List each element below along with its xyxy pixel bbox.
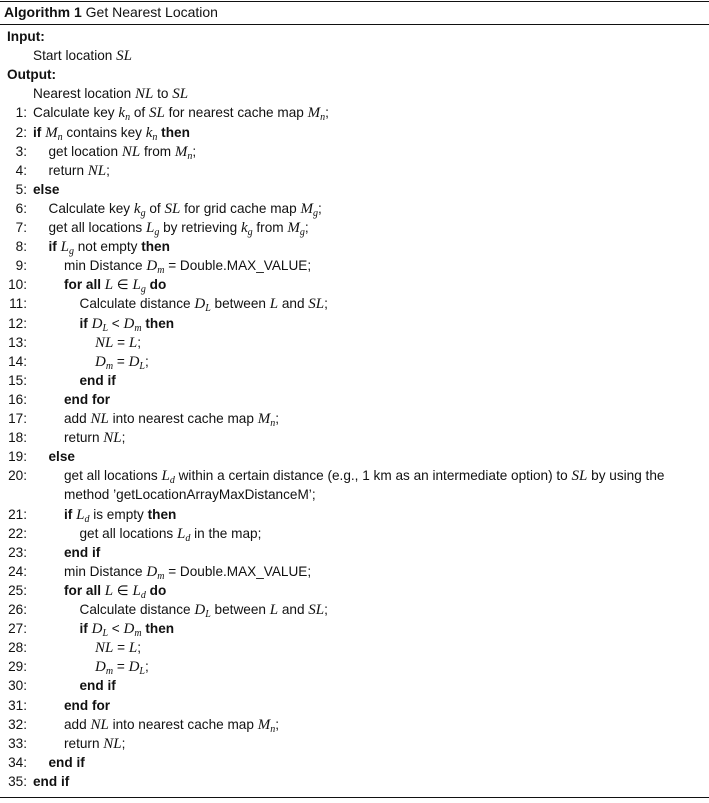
input-label	[0, 27, 709, 46]
math-symbol: SL	[571, 468, 588, 485]
line-text: Calculate distance $D_L$ between L and SL;	[79, 602, 328, 620]
math-symbol: NL	[95, 334, 114, 351]
line-text: Calculate key $k_n$ of SL for nearest cache map $M_n$;	[33, 105, 329, 124]
math-symbol: L	[104, 582, 114, 599]
line-text: Start location SL	[33, 48, 132, 65]
keyword: end if	[48, 754, 85, 770]
line-text	[64, 390, 110, 409]
line-text: add NL into nearest cache map $M_n$;	[64, 411, 279, 429]
algorithm-line	[0, 256, 709, 275]
math-symbol: $D_m$	[95, 659, 114, 678]
algorithm-line	[0, 237, 709, 256]
math-symbol: L	[269, 296, 279, 313]
math-symbol: L	[104, 277, 114, 294]
title-rule	[0, 24, 709, 25]
math-symbol: $D_m$	[123, 315, 142, 334]
algorithm-line	[0, 657, 709, 676]
line-number: 32:	[8, 716, 27, 732]
algorithm-line	[0, 696, 709, 715]
output-label	[0, 65, 709, 84]
algorithm-line	[0, 180, 709, 199]
math-symbol: NL	[90, 411, 109, 427]
line-text: Output:	[7, 67, 57, 83]
line-text: Calculate distance $D_L$ between L and SL;	[79, 296, 328, 315]
math-symbol: $M_n$	[45, 124, 63, 143]
math-symbol: $L_g$	[132, 277, 146, 296]
line-number: 9:	[15, 258, 27, 274]
keyword: end for	[64, 697, 111, 713]
line-text: get all locations $L_d$ within a certain distance (e.g., 1 km as an intermediate option) to SL by using the	[64, 468, 665, 487]
keyword: if	[33, 124, 42, 140]
math-symbol: $D_m$	[123, 621, 142, 640]
math-symbol: SL	[308, 296, 325, 313]
line-text: NL = L;	[95, 640, 141, 657]
algorithm-line	[0, 581, 709, 600]
keyword: for all	[64, 277, 102, 293]
line-number: 22:	[8, 525, 27, 541]
keyword: for all	[64, 582, 102, 598]
line-number: 20:	[8, 468, 27, 484]
math-symbol: SL	[172, 86, 189, 103]
algorithm-line	[0, 753, 709, 772]
keyword: then	[141, 239, 170, 255]
line-text: for all L ∈ $L_d$ do	[64, 582, 167, 601]
line-number: 25:	[8, 582, 27, 598]
math-symbol: $L_d$	[176, 525, 191, 544]
line-number: 18:	[8, 430, 27, 446]
algorithm-line	[0, 600, 709, 619]
keyword: else	[48, 449, 75, 465]
line-number: 8:	[15, 239, 27, 255]
math-symbol: $M_n$	[174, 143, 193, 162]
math-symbol: $k_n$	[118, 105, 131, 124]
line-number: 28:	[8, 640, 27, 656]
algorithm-line	[0, 485, 709, 504]
line-text: Input:	[7, 29, 45, 44]
line-number: 11:	[9, 296, 27, 312]
line-text: add NL into nearest cache map $M_n$;	[64, 716, 279, 735]
line-number: 33:	[8, 735, 27, 751]
line-number: 23:	[8, 544, 27, 560]
math-symbol: NL	[103, 430, 122, 447]
math-symbol: L	[269, 602, 279, 618]
algorithm-title	[4, 4, 218, 20]
line-text	[49, 447, 75, 466]
math-symbol: $D_L$	[128, 659, 145, 678]
line-text: NL = L;	[95, 334, 141, 351]
line-text: Calculate key $k_g$ of SL for grid cache map $M_g$;	[48, 200, 322, 219]
line-text: if $L_d$ is empty then	[64, 506, 177, 525]
output-value	[0, 84, 709, 103]
line-text: return NL;	[64, 735, 126, 752]
keyword: do	[149, 582, 167, 598]
line-number: 12:	[8, 315, 27, 331]
keyword: then	[145, 621, 175, 637]
algorithm-line	[0, 619, 709, 638]
algorithm-line	[0, 638, 709, 657]
math-symbol: $k_g$	[240, 220, 253, 238]
line-text: Nearest location NL to SL	[33, 86, 189, 103]
keyword: then	[145, 315, 175, 331]
math-symbol: $L_d$	[161, 468, 175, 487]
algorithm-line	[0, 543, 709, 562]
keyword: do	[149, 277, 167, 293]
math-symbol: $D_L$	[91, 315, 108, 334]
line-number: 5:	[15, 181, 27, 197]
line-text: for all L ∈ $L_g$ do	[64, 277, 167, 296]
keyword: if	[64, 506, 73, 522]
math-symbol: SL	[308, 602, 325, 618]
top-rule	[0, 1, 709, 2]
math-symbol: NL	[90, 716, 109, 733]
line-number: 6:	[15, 200, 27, 216]
line-number: 1:	[15, 105, 27, 121]
keyword: if	[79, 315, 88, 331]
line-text: get location NL from $M_n$;	[48, 143, 197, 162]
line-number: 29:	[8, 659, 27, 675]
line-text	[33, 772, 69, 791]
algorithm-line	[0, 123, 709, 142]
line-text	[64, 543, 100, 562]
math-symbol: $M_n$	[307, 105, 326, 124]
algorithm-line	[0, 294, 709, 313]
math-symbol: $M_g$	[300, 200, 318, 219]
line-number: 19:	[8, 449, 27, 465]
line-number: 16:	[8, 391, 27, 407]
line-text: min Distance $D_m$ = Double.MAX_VALUE;	[64, 563, 312, 582]
algorithm-line	[0, 142, 709, 161]
line-number: 26:	[8, 602, 27, 617]
math-symbol: $M_g$	[287, 220, 305, 238]
math-symbol: $D_m$	[146, 563, 165, 582]
line-text: min Distance $D_m$ = Double.MAX_VALUE;	[64, 258, 312, 277]
math-symbol: $D_L$	[194, 296, 211, 315]
algorithm-line	[0, 161, 709, 180]
algorithm-line	[0, 772, 709, 791]
algorithm-label: Algorithm 1	[4, 4, 82, 20]
math-symbol: NL	[121, 143, 141, 160]
line-number: 17:	[8, 411, 27, 426]
math-symbol: $D_L$	[194, 602, 211, 620]
line-text: return NL;	[48, 162, 110, 179]
line-number: 35:	[8, 773, 27, 789]
algorithm-line	[0, 333, 709, 352]
algorithm-line	[0, 352, 709, 371]
math-symbol: SL	[164, 200, 181, 217]
algorithm-line	[0, 103, 709, 122]
line-text: if $D_L < D_m$ then	[79, 315, 175, 334]
math-symbol: $L_g$	[145, 220, 160, 238]
line-number: 13:	[8, 334, 27, 350]
line-text: $D_m = D_L$;	[95, 659, 149, 678]
line-text: if $M_n$ contains key $k_n$ then	[33, 124, 190, 143]
algorithm-line	[0, 562, 709, 581]
algorithm-line	[0, 734, 709, 753]
line-text	[80, 676, 116, 695]
line-text: return NL;	[64, 430, 126, 447]
algorithm-line	[0, 447, 709, 466]
line-number: 15:	[8, 372, 27, 388]
line-text: if $L_g$ not empty then	[48, 239, 170, 258]
algorithm-line	[0, 715, 709, 734]
math-symbol: L	[128, 640, 138, 657]
algorithm-line	[0, 199, 709, 218]
keyword: end for	[64, 391, 111, 407]
keyword: else	[33, 181, 60, 197]
line-number: 30:	[8, 678, 27, 694]
line-text: method ’getLocationArrayMaxDistanceM’;	[64, 487, 316, 503]
math-symbol: NL	[95, 640, 114, 657]
keyword: then	[147, 506, 177, 522]
input-value	[0, 46, 709, 65]
math-symbol: $D_L$	[91, 621, 108, 640]
algorithm-line	[0, 505, 709, 524]
line-number: 3:	[15, 143, 27, 159]
keyword: end if	[79, 678, 116, 694]
keyword: end if	[64, 544, 101, 560]
algorithm-line	[0, 409, 709, 428]
line-text	[80, 371, 116, 390]
line-number: 31:	[8, 697, 27, 713]
algorithm-line	[0, 428, 709, 447]
line-number: 34:	[8, 754, 27, 770]
line-number: 7:	[15, 220, 27, 235]
math-symbol: $L_d$	[132, 582, 146, 601]
line-text	[49, 753, 85, 772]
keyword: end if	[79, 372, 116, 388]
math-symbol: $k_g$	[133, 200, 146, 219]
algorithm-line	[0, 676, 709, 695]
line-number: 4:	[15, 162, 27, 178]
line-number: 21:	[8, 506, 27, 522]
math-symbol: $M_n$	[257, 411, 276, 429]
algorithm-line	[0, 275, 709, 294]
algorithm-name: Get Nearest Location	[85, 4, 218, 20]
line-number: 24:	[8, 563, 27, 579]
math-symbol: $D_m$	[146, 258, 165, 277]
math-symbol: $L_g$	[60, 239, 74, 258]
line-number: 10:	[8, 277, 27, 293]
math-symbol: $L_d$	[76, 506, 90, 525]
algorithm-line	[0, 371, 709, 390]
line-text: get all locations $L_d$ in the map;	[79, 525, 262, 544]
line-number: 27:	[8, 621, 27, 637]
line-number: 2:	[15, 124, 27, 140]
line-text	[64, 696, 110, 715]
math-symbol: $M_n$	[257, 716, 276, 735]
algorithm-line	[0, 218, 709, 237]
keyword: then	[161, 124, 190, 140]
algorithm-line	[0, 390, 709, 409]
bottom-rule	[0, 797, 709, 798]
math-symbol: L	[128, 334, 138, 351]
math-symbol: NL	[135, 86, 154, 103]
line-number: 14:	[8, 353, 27, 369]
math-symbol: $D_L$	[128, 353, 145, 372]
math-symbol: $k_n$	[145, 124, 158, 143]
math-symbol: SL	[116, 48, 132, 65]
keyword: if	[79, 621, 88, 637]
line-text: if $D_L < D_m$ then	[79, 621, 175, 640]
algorithm-line	[0, 314, 709, 333]
algorithm-line	[0, 466, 709, 485]
line-text: get all locations $L_g$ by retrieving $k_g$ from $M_g$;	[48, 220, 309, 238]
algorithm-line	[0, 524, 709, 543]
math-symbol: NL	[87, 162, 107, 179]
math-symbol: SL	[148, 105, 165, 122]
keyword: if	[48, 239, 57, 255]
keyword: end if	[33, 773, 70, 789]
math-symbol: $D_m$	[95, 353, 114, 372]
math-symbol: NL	[103, 735, 122, 752]
line-text: $D_m = D_L$;	[95, 353, 149, 372]
line-text	[33, 180, 59, 199]
